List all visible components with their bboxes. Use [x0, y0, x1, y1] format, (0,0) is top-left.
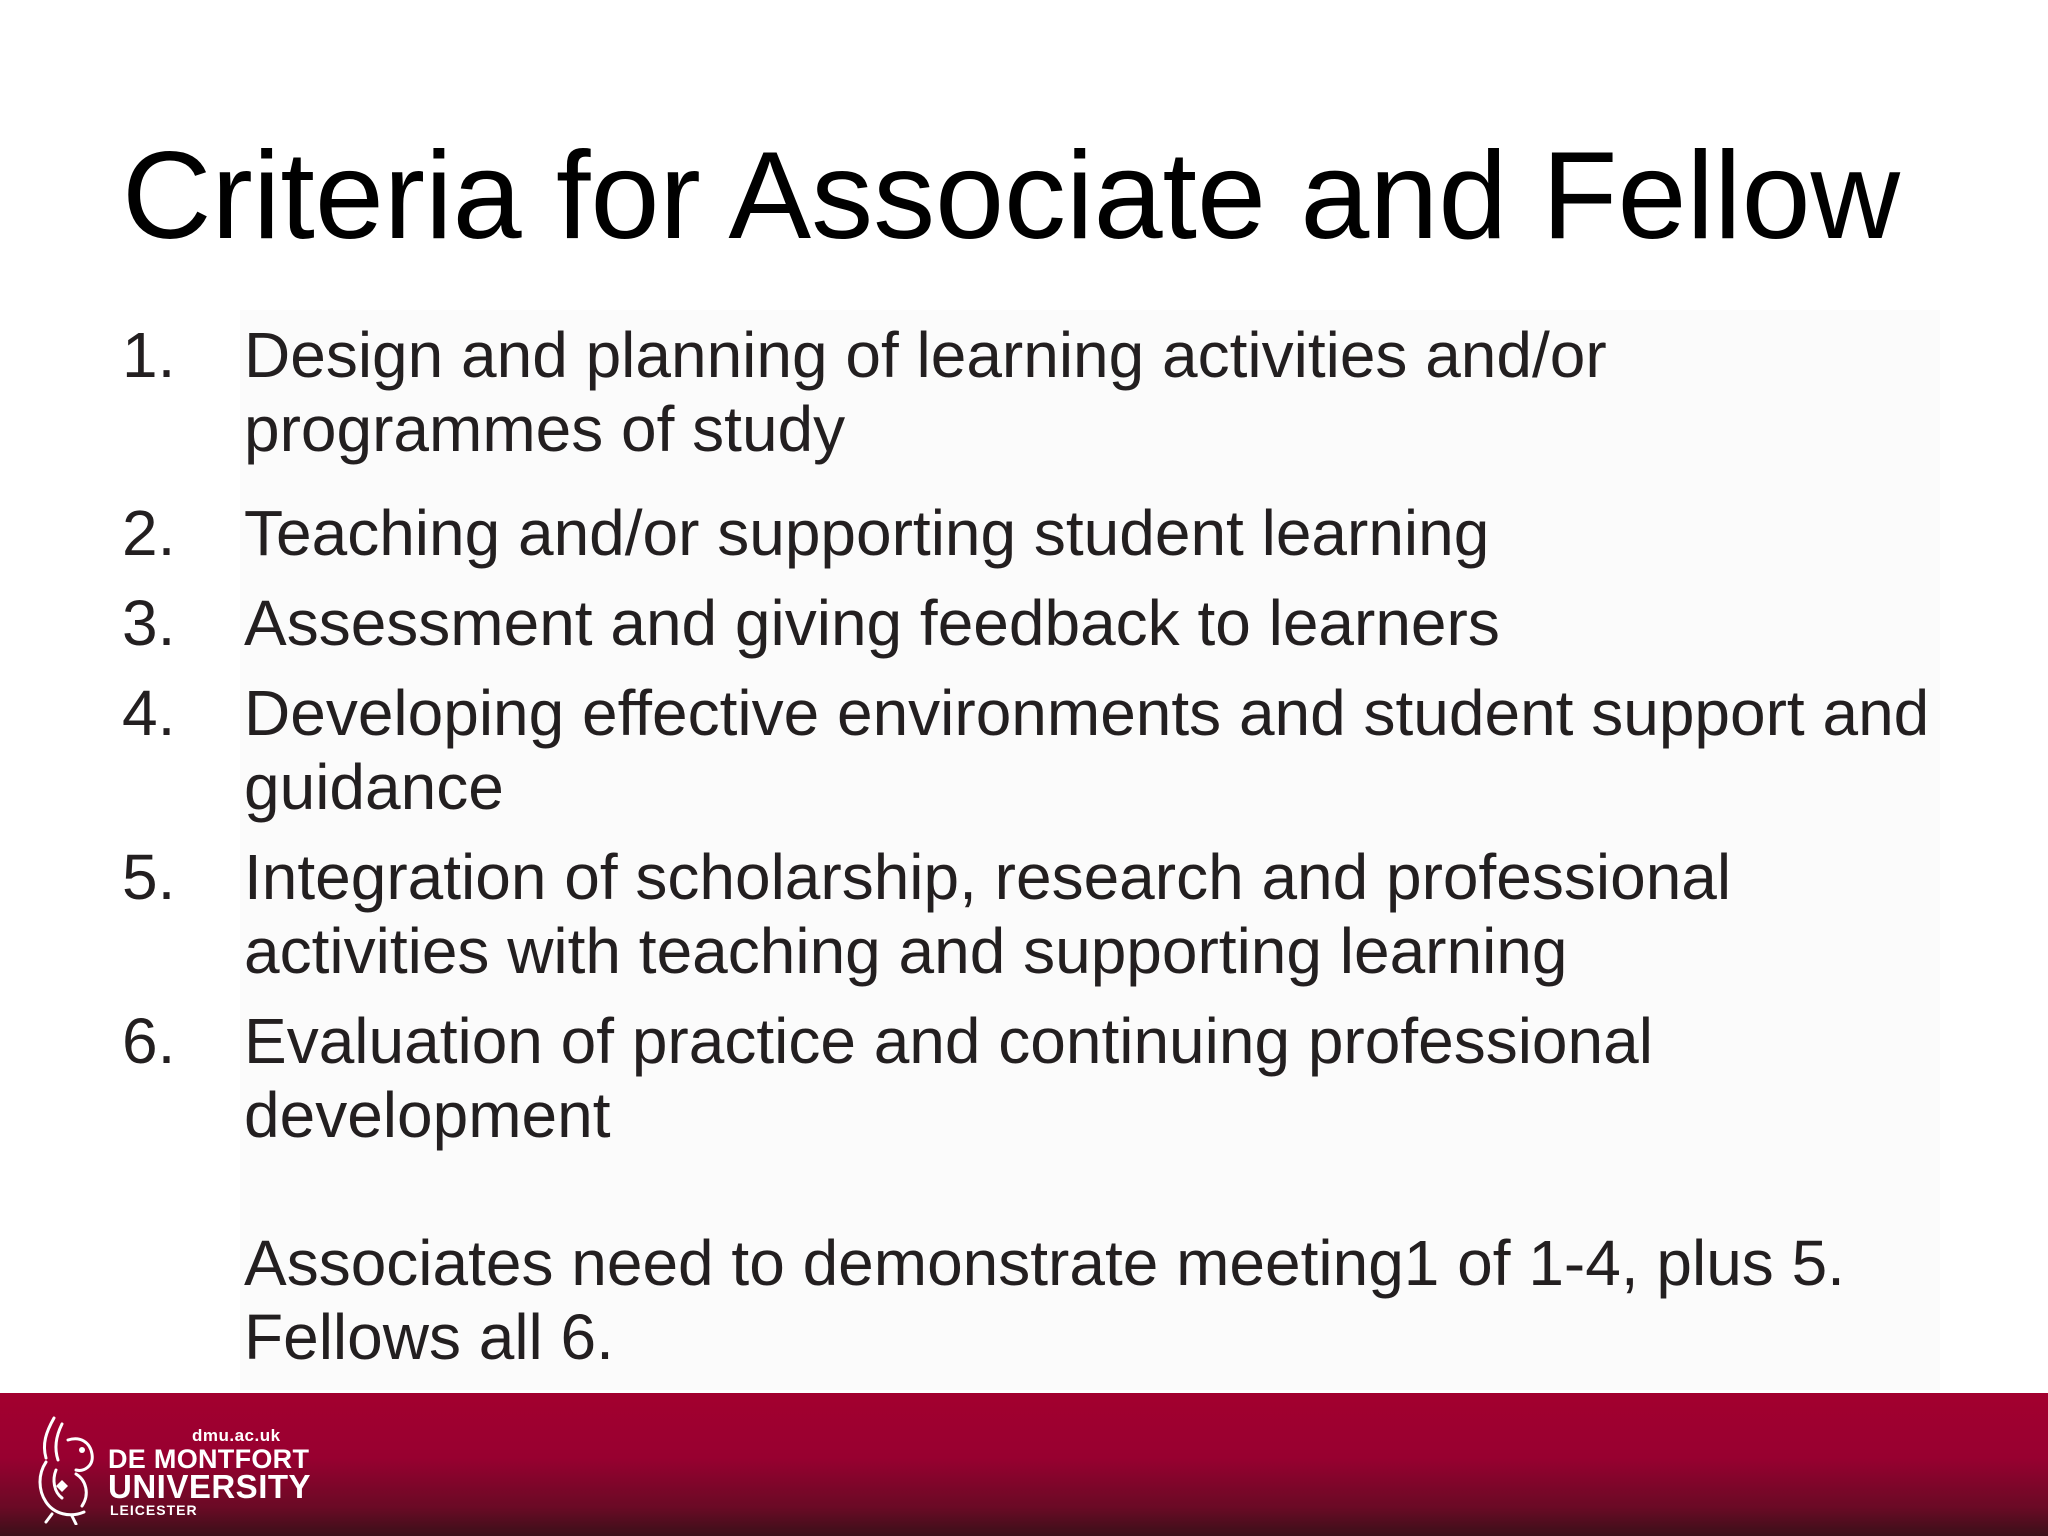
- criteria-number: 2.: [122, 497, 176, 569]
- criteria-item-5: [122, 840, 1972, 988]
- criteria-text: Teaching and/or supporting student learning: [244, 497, 1490, 569]
- criteria-item-2: [122, 496, 1972, 570]
- logo-text-leicester: LEICESTER: [110, 1502, 198, 1518]
- criteria-number: 3.: [122, 587, 176, 659]
- logo-text-de-montfort: DE MONTFORT: [108, 1444, 310, 1474]
- university-logo: [32, 1410, 332, 1525]
- criteria-text: Integration of scholarship, research and professional activities with teaching and supporting learning: [244, 841, 1732, 987]
- requirements-note: [244, 1226, 1845, 1374]
- criteria-number: 1.: [122, 319, 176, 391]
- criteria-text: Developing effective environments and student support and guidance: [244, 677, 1930, 823]
- criteria-text: Evaluation of practice and continuing professional development: [244, 1005, 1653, 1151]
- requirements-note-fellows: Fellows all 6.: [244, 1301, 614, 1373]
- slide-title: Criteria for Associate and Fellow: [122, 127, 1901, 265]
- university-url: dmu.ac.uk: [192, 1426, 281, 1445]
- criteria-item-6: [122, 1004, 1972, 1152]
- lion-crest-icon: [32, 1410, 102, 1525]
- criteria-list: [122, 318, 1972, 1168]
- criteria-item-3: [122, 586, 1972, 660]
- criteria-item-4: [122, 676, 1972, 824]
- criteria-text: Design and planning of learning activities and/or programmes of study: [244, 319, 1607, 465]
- logo-text-university: UNIVERSITY: [108, 1468, 312, 1505]
- criteria-number: 5.: [122, 841, 176, 913]
- requirements-note-associates: Associates need to demonstrate meeting1 of 1-4, plus 5.: [244, 1227, 1845, 1299]
- criteria-number: 4.: [122, 677, 176, 749]
- criteria-text: Assessment and giving feedback to learners: [244, 587, 1500, 659]
- criteria-number: 6.: [122, 1005, 176, 1077]
- criteria-item-1: [122, 318, 1972, 466]
